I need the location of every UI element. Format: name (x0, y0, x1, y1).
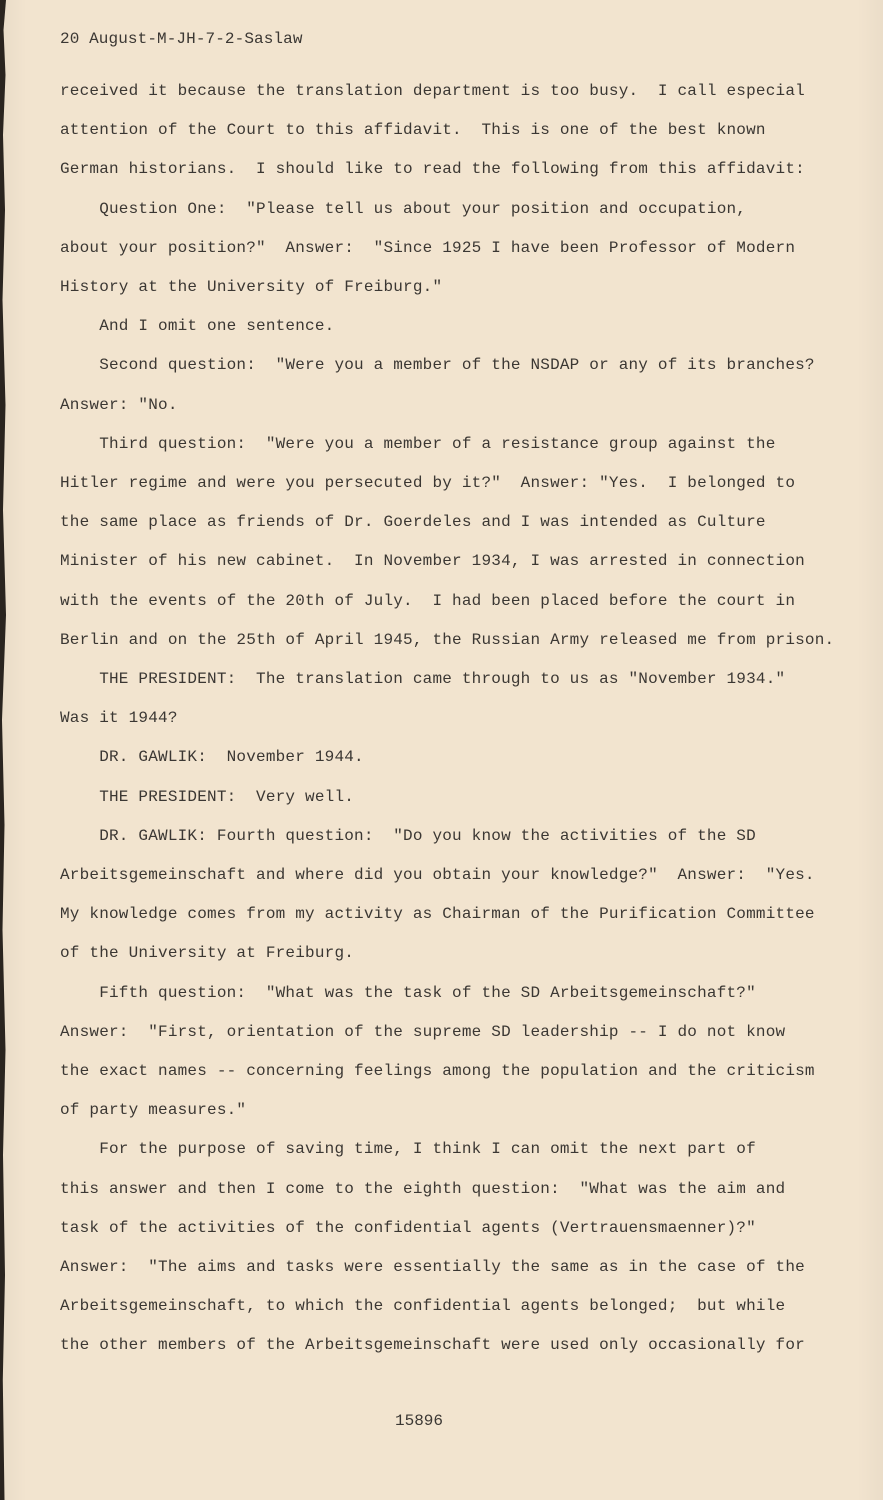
text-line: Hitler regime and were you persecuted by it?" Answer: "Yes. I belonged to (60, 474, 796, 492)
text-line: Was it 1944? (60, 709, 178, 728)
text-line: THE PRESIDENT: Very well. (60, 787, 355, 806)
text-line: DR. GAWLIK: November 1944. (60, 748, 364, 767)
page-number: 15896 (395, 1412, 444, 1430)
text-line: Second question: "Were you a member of the NSDAP or any of its branches? (60, 356, 815, 375)
text-line: attention of the Court to this affidavit. This is one of the best known (60, 121, 766, 140)
text-line: Answer: "No. (60, 395, 178, 414)
text-line: THE PRESIDENT: The translation came through to us as "November 1934." (60, 670, 786, 688)
text-line: Arbeitsgemeinschaft and where did you obtain your knowledge?" Answer: "Yes. (60, 866, 815, 884)
text-line: Answer: "First, orientation of the supreme SD leadership -- I do not know (60, 1022, 786, 1041)
text-line: Arbeitsgemeinschaft, to which the confidential agents belonged; but while (60, 1297, 786, 1316)
text-line: of the University at Freiburg. (60, 944, 355, 963)
text-line: Question One: "Please tell us about your position and occupation, (60, 199, 747, 218)
text-line: DR. GAWLIK: Fourth question: "Do you know the activities of the SD (60, 826, 756, 845)
text-line: Third question: "Were you a member of a resistance group against the (60, 434, 776, 453)
torn-left-edge (0, 0, 10, 1500)
text-line: And I omit one sentence. (60, 317, 335, 336)
text-line: about your position?" Answer: "Since 1925 I have been Professor of Modern (60, 238, 796, 257)
text-line: German historians. I should like to read the following from this affidavit: (60, 160, 805, 179)
text-line: received it because the translation department is too busy. I call especial (60, 82, 805, 100)
text-line: the other members of the Arbeitsgemeinschaft were used only occasionally for (60, 1336, 805, 1355)
text-line: with the events of the 20th of July. I had been placed before the court in (60, 591, 796, 610)
text-line: History at the University of Freiburg." (60, 278, 443, 296)
text-line: For the purpose of saving time, I think I can omit the next part of (60, 1140, 756, 1159)
text-line: Berlin and on the 25th of April 1945, the Russian Army released me from prison. (60, 630, 835, 649)
text-line: this answer and then I come to the eighth question: "What was the aim and (60, 1179, 786, 1198)
text-line: My knowledge comes from my activity as Chairman of the Purification Committee (60, 905, 815, 924)
text-line: task of the activities of the confidential agents (Vertrauensmaenner)?" (60, 1218, 756, 1237)
text-line: of party measures." (60, 1101, 247, 1120)
text-line: the exact names -- concerning feelings among the population and the criticism (60, 1062, 815, 1080)
page-header: 20 August-M-JH-7-2-Saslaw (60, 30, 303, 48)
text-line: the same place as friends of Dr. Goerdeles and I was intended as Culture (60, 513, 766, 532)
text-line: Answer: "The aims and tasks were essentially the same as in the case of the (60, 1258, 805, 1276)
text-line: Minister of his new cabinet. In November 1934, I was arrested in connection (60, 552, 805, 571)
text-line: Fifth question: "What was the task of the SD Arbeitsgemeinschaft?" (60, 983, 756, 1002)
